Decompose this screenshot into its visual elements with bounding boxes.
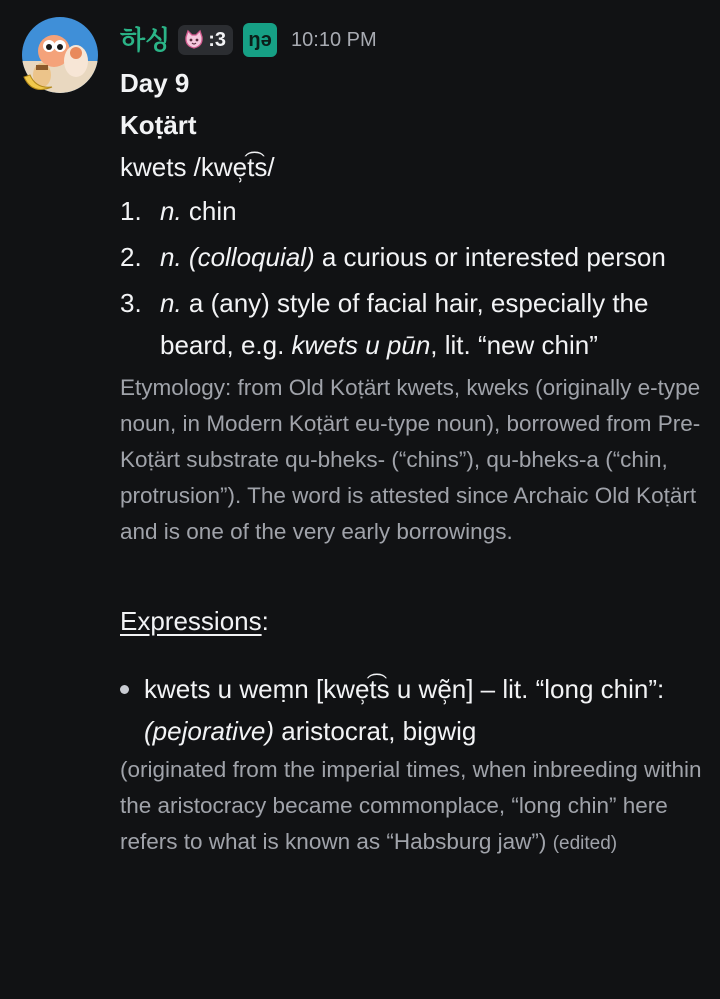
usage-label: (pejorative)	[144, 716, 275, 746]
language-name: Koṭärt	[120, 110, 197, 140]
definition-number: 2.	[120, 242, 142, 272]
expressions-colon: :	[261, 606, 269, 636]
usage-label: (colloquial)	[181, 242, 315, 272]
avatar[interactable]	[22, 17, 98, 93]
definition-item	[120, 236, 710, 278]
definition-item	[120, 282, 710, 366]
expressions-heading	[120, 600, 710, 642]
definition-number: 1.	[120, 196, 142, 226]
server-tag-text: :3	[208, 28, 227, 51]
avatar-image	[22, 17, 98, 93]
bullet-icon	[120, 685, 129, 694]
etymology: Etymology: from Old Koṭärt kwets, kweks (originally e-type noun, in Modern Koṭärt eu-type noun), borrowed from Pre-Koṭärt substrate qu-bheks- (“chins”), qu-bheks-a (“chin, protrusion”). The word is attested since Archaic Old Koṭärt and is one of the very early borrowings.	[120, 375, 701, 544]
timestamp[interactable]: 10:10 PM	[291, 29, 377, 51]
cat-face-icon	[183, 29, 205, 51]
message-content	[120, 62, 710, 862]
definition-list	[120, 190, 710, 366]
expression-item	[120, 668, 710, 752]
part-of-speech: n.	[160, 196, 182, 226]
headword: kwets /kwe̹t͡s/	[120, 152, 275, 182]
definition-text: a (any) style of facial hair, especially the beard, e.g.	[160, 288, 649, 360]
expression-note	[120, 752, 710, 862]
part-of-speech: n.	[160, 242, 182, 272]
part-of-speech: n.	[160, 288, 182, 318]
server-tag-badge[interactable]	[178, 25, 233, 55]
message-header	[120, 22, 377, 58]
post-title: Day 9	[120, 68, 190, 98]
expressions-list	[120, 668, 710, 752]
expression-text: kwets u weṃn [kwe̹t͡s u wẽ̹n] – lit. “long chin”:	[144, 674, 665, 704]
definition-number: 3.	[120, 288, 142, 318]
expressions-title: Expressions	[120, 606, 262, 636]
note-text: (originated from the imperial times, when inbreeding within the aristocracy became commonplace, “long chin” here refers to what is known as “Habsburg jaw”)	[120, 757, 702, 854]
expression-meaning: aristocrat, bigwig	[274, 716, 477, 746]
role-icon[interactable]: ŋə	[243, 23, 277, 57]
example-phrase: kwets u pūn	[291, 330, 431, 360]
definition-text: chin	[181, 196, 237, 226]
definition-text: a curious or interested person	[314, 242, 666, 272]
edited-label: (edited)	[552, 833, 618, 854]
definition-item	[120, 190, 710, 232]
definition-text-tail: , lit. “new chin”	[430, 330, 598, 360]
username[interactable]: 하싱	[120, 25, 171, 55]
